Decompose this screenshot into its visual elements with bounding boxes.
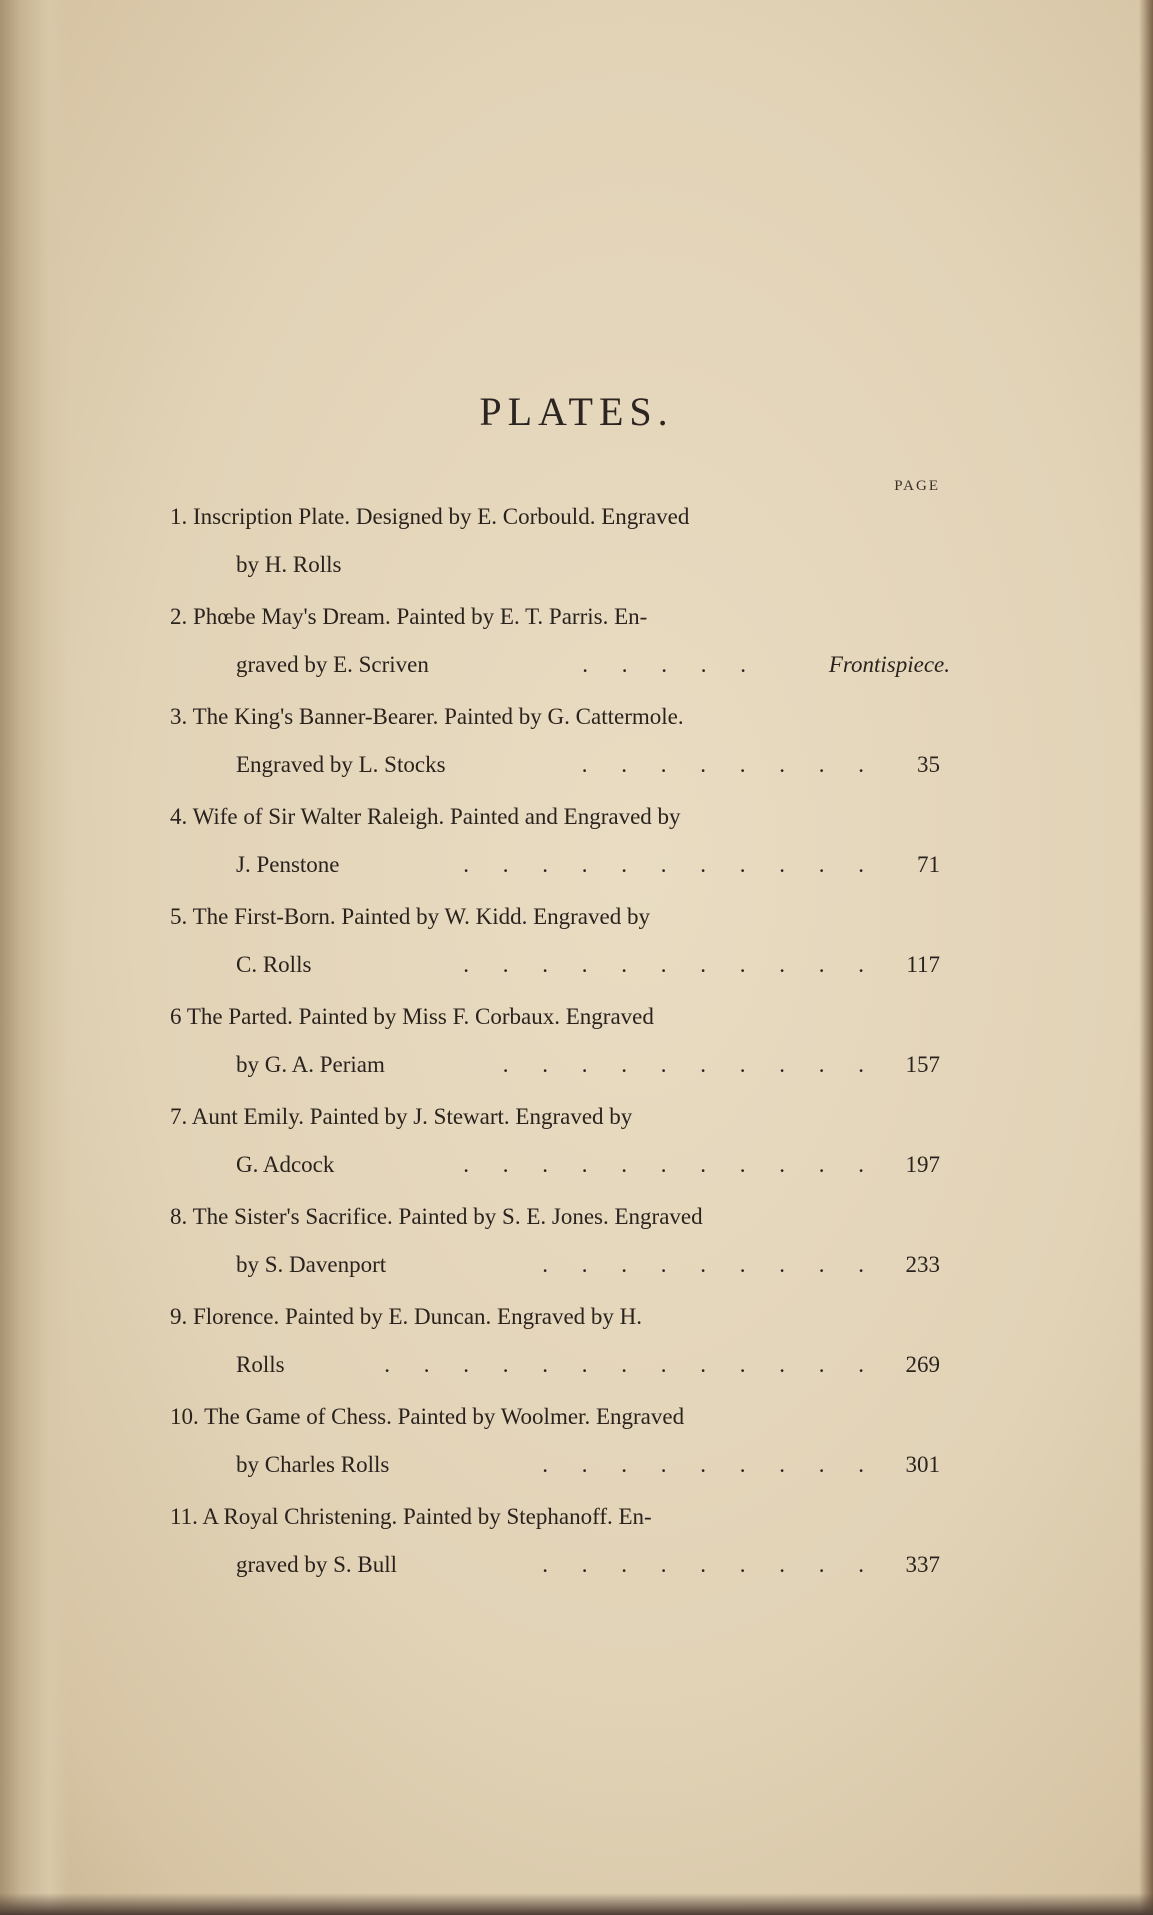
plate-entry xyxy=(0,600,1153,700)
plate-entry-title: 7. Aunt Emily. Painted by J. Stewart. Engraved by xyxy=(170,1104,633,1129)
leader-dots: . . . . . xyxy=(582,652,760,677)
page-title: PLATES. xyxy=(479,389,674,434)
plate-entry-page: 269 xyxy=(905,1352,940,1377)
plate-entry-credit: C. Rolls xyxy=(236,952,312,977)
leader-dots: . . . . . . . . . . . . . xyxy=(384,1352,878,1377)
plate-entry xyxy=(0,900,1153,1000)
plate-entry-page: 35 xyxy=(917,752,940,777)
plate-entry-credit: by G. A. Periam xyxy=(236,1052,385,1077)
plate-entry-title: 11. A Royal Christening. Painted by Stephanoff. En- xyxy=(170,1504,652,1529)
plate-entry-title: 1. Inscription Plate. Designed by E. Corbould. Engraved xyxy=(170,504,690,529)
plate-entry-page: 233 xyxy=(905,1252,940,1277)
plate-entry xyxy=(0,1300,1153,1400)
plate-entry xyxy=(0,800,1153,900)
plate-entry-credit: by Charles Rolls xyxy=(236,1452,390,1477)
plate-entry-credit: by H. Rolls xyxy=(236,552,342,577)
plate-entry-credit: J. Penstone xyxy=(236,852,340,877)
plate-entry-page: Frontispiece. xyxy=(828,652,950,677)
plate-entry-credit: graved by S. Bull xyxy=(236,1552,397,1577)
leader-dots: . . . . . . . . xyxy=(581,752,878,777)
plate-entry xyxy=(0,1200,1153,1300)
leader-dots: . . . . . . . . . xyxy=(542,1552,878,1577)
plate-entry-credit: G. Adcock xyxy=(236,1152,335,1177)
leader-dots: . . . . . . . . . . xyxy=(502,1052,878,1077)
leader-dots: . . . . . . . . . xyxy=(542,1252,878,1277)
leader-dots: . . . . . . . . . xyxy=(542,1452,878,1477)
plate-entry-title: 5. The First-Born. Painted by W. Kidd. Engraved by xyxy=(170,904,650,929)
page-bottom-edge xyxy=(0,1893,1153,1915)
plate-entry xyxy=(0,1400,1153,1500)
leader-dots: . . . . . . . . . . . xyxy=(463,952,878,977)
plate-entry-credit: Rolls xyxy=(236,1352,285,1377)
plate-entry-title: 9. Florence. Painted by E. Duncan. Engraved by H. xyxy=(170,1304,643,1329)
plate-entry xyxy=(0,1100,1153,1200)
plate-entry-page: 337 xyxy=(905,1552,940,1577)
plate-entry-title: 3. The King's Banner-Bearer. Painted by G. Cattermole. xyxy=(170,704,684,729)
plate-entry xyxy=(0,1000,1153,1100)
plate-entry-page: 71 xyxy=(917,852,940,877)
leader-dots: . . . . . . . . . . . xyxy=(463,852,878,877)
plate-entry-title: 4. Wife of Sir Walter Raleigh. Painted and Engraved by xyxy=(170,804,681,829)
plate-entry-page: 197 xyxy=(905,1152,940,1177)
plate-entry-title: 10. The Game of Chess. Painted by Woolmer. Engraved xyxy=(170,1404,685,1429)
plate-entry-title: 8. The Sister's Sacrifice. Painted by S. E. Jones. Engraved xyxy=(170,1204,703,1229)
plate-entry-credit: by S. Davenport xyxy=(236,1252,387,1277)
plate-entry-page: 301 xyxy=(905,1452,940,1477)
plate-entry-credit: Engraved by L. Stocks xyxy=(236,752,446,777)
plate-entry-credit: graved by E. Scriven xyxy=(236,652,429,677)
plate-entry xyxy=(0,700,1153,800)
plate-entry-title: 6 The Parted. Painted by Miss F. Corbaux. Engraved xyxy=(170,1004,654,1029)
plate-entry-title: 2. Phœbe May's Dream. Painted by E. T. Parris. En- xyxy=(170,604,648,629)
plate-entry-page: 117 xyxy=(906,952,940,977)
leader-dots: . . . . . . . . . . . xyxy=(463,1152,878,1177)
plate-entry xyxy=(0,1500,1153,1600)
plate-entry xyxy=(0,500,1153,600)
page-column-header: PAGE xyxy=(894,478,940,494)
plates-list xyxy=(0,500,1153,1600)
plate-entry-page: 157 xyxy=(905,1052,940,1077)
